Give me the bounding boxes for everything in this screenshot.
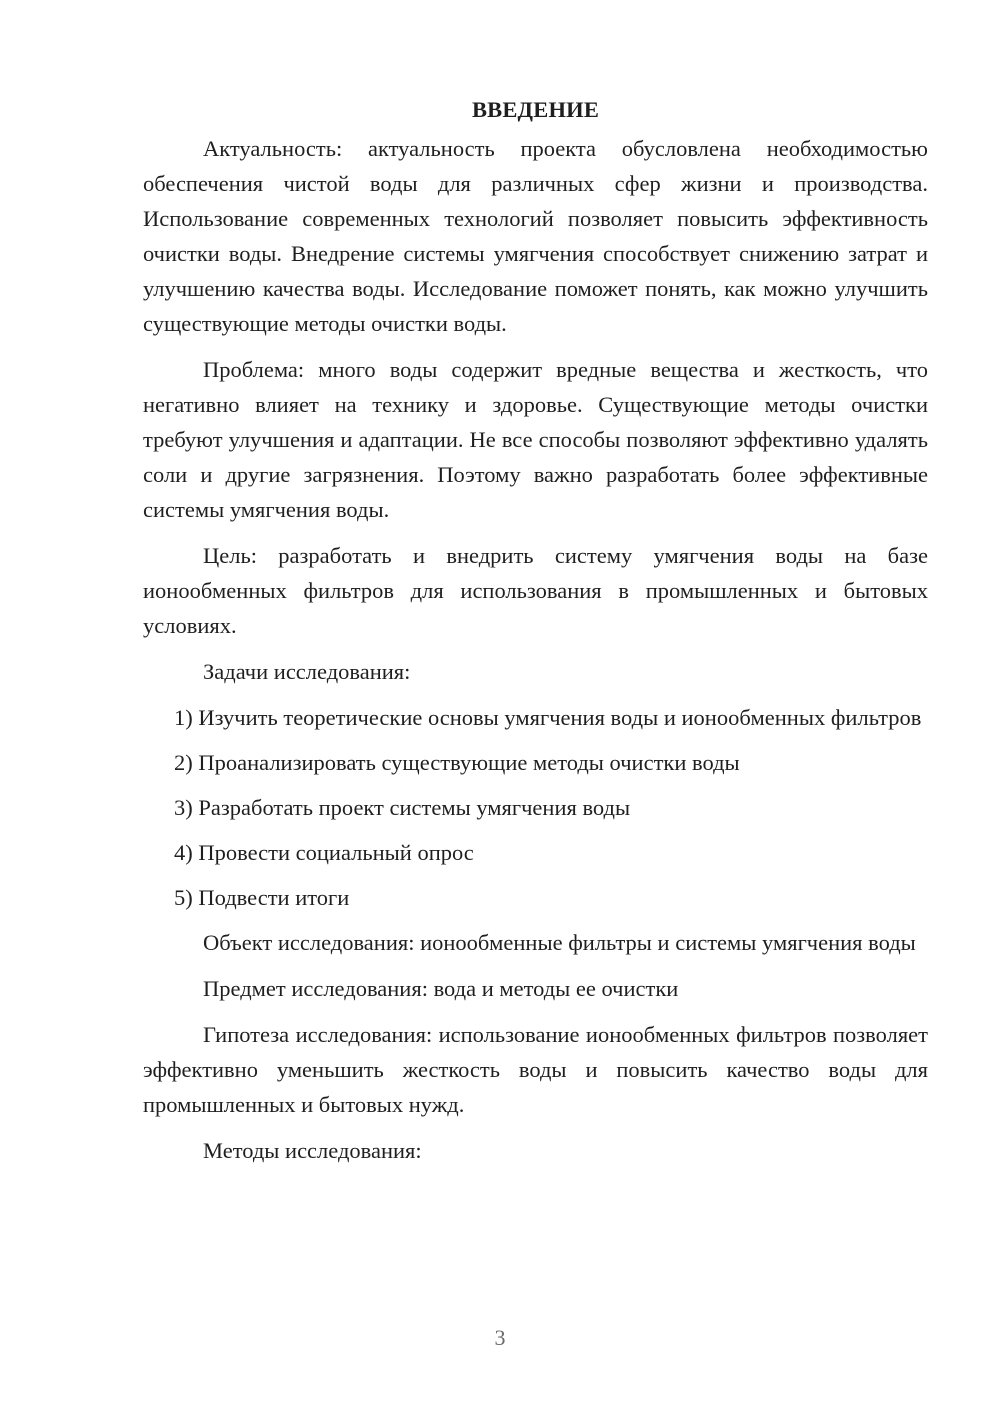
task-item: 1) Изучить теоретические основы умягчения воды и ионообменных фильтров <box>174 705 922 730</box>
task-item: 2) Проанализировать существующие методы очистки воды <box>174 750 740 775</box>
page-title: ВВЕДЕНИЕ <box>471 97 600 122</box>
task-item: 4) Провести социальный опрос <box>174 840 474 865</box>
page-number: 3 <box>494 1325 506 1350</box>
goal-paragraph: Цель: разработать и внедрить систему умягчения воды на базе ионообменных фильтров для использования в промышленных и бытовых условиях. <box>143 543 928 638</box>
tasks-heading: Задачи исследования: <box>203 659 411 684</box>
object-paragraph: Объект исследования: ионообменные фильтры и системы умягчения воды <box>203 930 916 955</box>
task-item: 3) Разработать проект системы умягчения воды <box>174 795 631 820</box>
subject-paragraph: Предмет исследования: вода и методы ее очистки <box>203 976 679 1001</box>
page-content <box>143 92 928 1179</box>
problem-paragraph: Проблема: много воды содержит вредные вещества и жесткость, что негативно влияет на технику и здоровье. Существующие методы очистки требуют улучшения и адаптации. Не все способы позволяют эффективно удалять соли и другие загрязнения. Поэтому важно разработать более эффективные системы умягчения воды. <box>143 357 928 522</box>
relevance-paragraph: Актуальность: актуальность проекта обусловлена необходимостью обеспечения чистой воды для различных сфер жизни и производства. Использование современных технологий позволяет повысить эффективность очистки воды. Внедрение системы умягчения способствует снижению затрат и улучшению качества воды. Исследование поможет понять, как можно улучшить существующие методы очистки воды. <box>143 136 928 336</box>
methods-heading: Методы исследования: <box>203 1138 422 1163</box>
task-item: 5) Подвести итоги <box>174 885 350 910</box>
hypothesis-paragraph: Гипотеза исследования: использование ионообменных фильтров позволяет эффективно уменьшить жесткость воды и повысить качество воды для промышленных и бытовых нужд. <box>143 1022 928 1117</box>
